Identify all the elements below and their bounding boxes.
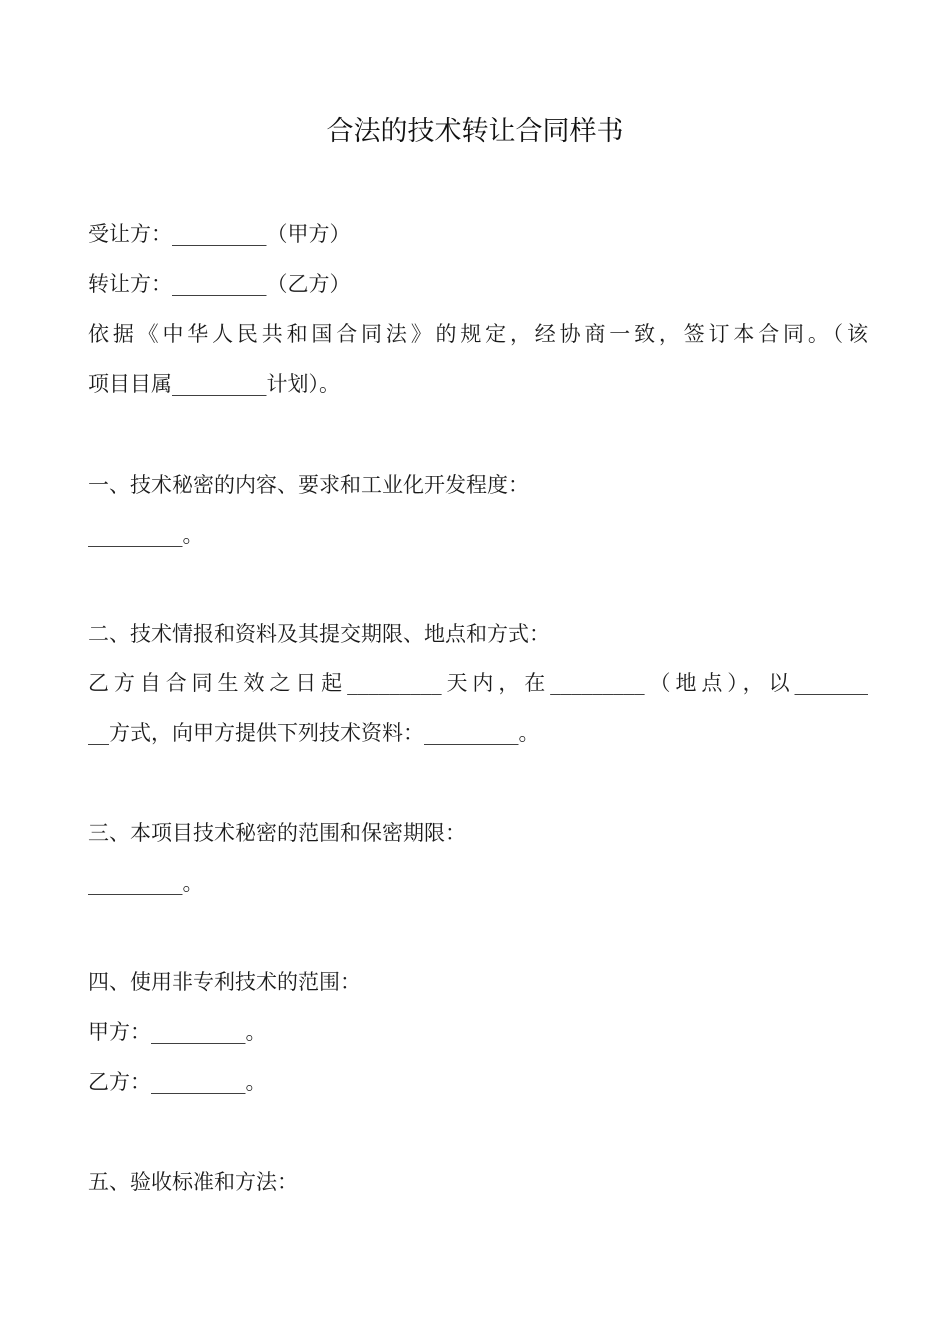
- document-title: 合法的技术转让合同样书: [326, 116, 624, 147]
- section-2-line-2: __方式，向甲方提供下列技术资料：_________。: [88, 721, 540, 745]
- section-2-heading: 二、技术情报和资料及其提交期限、地点和方式：: [88, 622, 550, 646]
- section-3-heading: 三、本项目技术秘密的范围和保密期限：: [88, 821, 466, 845]
- transferee-line: 受让方：_________（甲方）: [88, 222, 351, 246]
- section-4-party-b: 乙方：_________。: [88, 1070, 267, 1094]
- section-4-party-a: 甲方：_________。: [88, 1020, 267, 1044]
- preamble-line-1: 依据《中华人民共和国合同法》的规定，经协商一致，签订本合同。（该: [88, 322, 868, 346]
- section-5-heading: 五、验收标准和方法：: [88, 1170, 298, 1194]
- section-1-blank: _________。: [88, 523, 204, 547]
- section-1-heading: 一、技术秘密的内容、要求和工业化开发程度：: [88, 473, 529, 497]
- section-4-heading: 四、使用非专利技术的范围：: [88, 970, 361, 994]
- section-2-line-1: 乙方自合同生效之日起_________天内，在_________（地点），以_______: [88, 671, 868, 695]
- section-3-blank: _________。: [88, 871, 204, 895]
- preamble-line-2: 项目目属_________计划）。: [88, 372, 340, 396]
- transferor-line: 转让方：_________（乙方）: [88, 272, 351, 296]
